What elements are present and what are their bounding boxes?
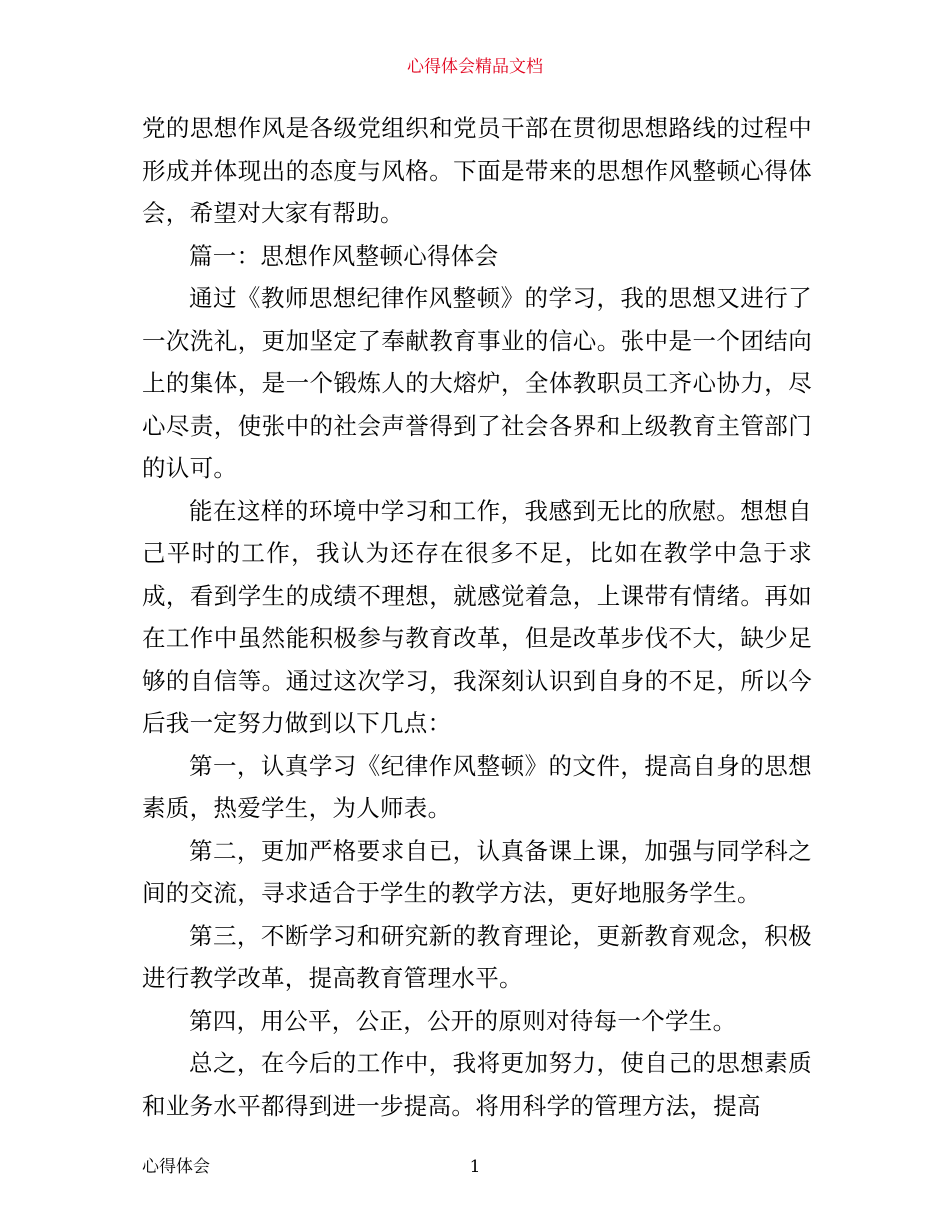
- paragraph: 通过《教师思想纪律作风整顿》的学习，我的思想又进行了一次洗礼，更加坚定了奉献教育事业的信心。张中是一个团结向上的集体，是一个锻炼人的大熔炉，全体教职员工齐心协力，尽心尽责，使张中的社会声誉得到了社会各界和上级教育主管部门的认可。: [142, 284, 812, 482]
- paragraph-point-4: 第四，用公平，公正，公开的原则对待每一个学生。: [189, 1006, 737, 1035]
- page-number: 1: [469, 1157, 481, 1177]
- footer-label: 心得体会: [142, 1157, 210, 1177]
- paragraph-conclusion: 总之，在今后的工作中，我将更加努力，使自己的思想素质和业务水平都得到进一步提高。将用科学的管理方法，提高: [142, 1049, 812, 1120]
- page-header-title: 心得体会精品文档: [407, 57, 543, 77]
- document-body: [142, 107, 812, 1127]
- paragraph-point-2: 第二，更加严格要求自已，认真备课上课，加强与同学科之间的交流，寻求适合于学生的教学方法，更好地服务学生。: [142, 836, 812, 907]
- paragraph: 能在这样的环境中学习和工作，我感到无比的欣慰。想想自己平时的工作，我认为还存在很多不足，比如在教学中急于求成，看到学生的成绩不理想，就感觉着急，上课带有情绪。再如在工作中虽然能积极参与教育改革，但是改革步伐不大，缺少足够的自信等。通过这次学习，我深刻认识到自身的不足，所以今后我一定努力做到以下几点：: [142, 496, 812, 737]
- section-heading: 篇一：思想作风整顿心得体会: [189, 241, 499, 270]
- paragraph-point-3: 第三，不断学习和研究新的教育理论，更新教育观念，积极进行教学改革，提高教育管理水平。: [142, 921, 812, 992]
- paragraph-point-1: 第一，认真学习《纪律作风整顿》的文件，提高自身的思想素质，热爱学生，为人师表。: [142, 751, 812, 822]
- paragraph-intro: 党的思想作风是各级党组织和党员干部在贯彻思想路线的过程中形成并体现出的态度与风格。下面是带来的思想作风整顿心得体会，希望对大家有帮助。: [142, 114, 812, 227]
